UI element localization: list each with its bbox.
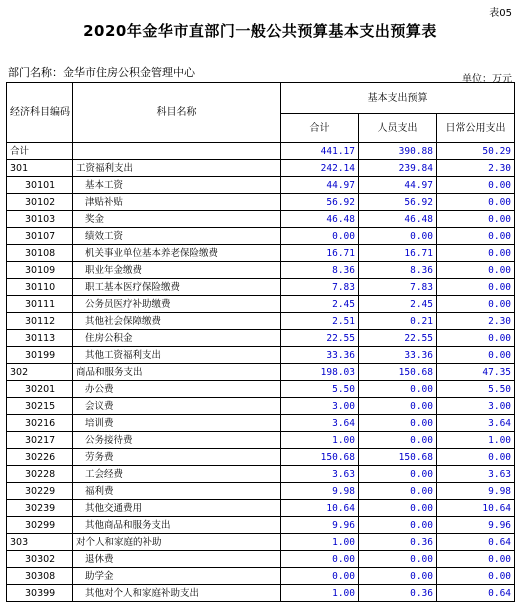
row-personnel: 22.55 <box>359 330 437 347</box>
row-name: 其他对个人和家庭补助支出 <box>73 585 281 602</box>
row-personnel: 7.83 <box>359 279 437 296</box>
budget-table <box>6 82 515 602</box>
row-code: 30108 <box>7 245 73 262</box>
row-total: 0.00 <box>281 551 359 568</box>
row-personnel: 0.00 <box>359 381 437 398</box>
row-daily: 0.64 <box>437 585 515 602</box>
row-personnel: 0.00 <box>359 432 437 449</box>
header-total: 合计 <box>281 114 359 143</box>
row-total: 150.68 <box>281 449 359 466</box>
row-name: 机关事业单位基本养老保险缴费 <box>73 245 281 262</box>
row-personnel: 0.00 <box>359 415 437 432</box>
row-name: 对个人和家庭的补助 <box>73 534 281 551</box>
row-personnel: 0.00 <box>359 517 437 534</box>
row-total: 1.00 <box>281 585 359 602</box>
unit-label: 单位：万元 <box>462 74 512 85</box>
row-total: 22.55 <box>281 330 359 347</box>
header-daily-public: 日常公用支出 <box>437 114 515 143</box>
table-row <box>7 364 515 381</box>
row-daily: 0.00 <box>437 245 515 262</box>
row-personnel: 150.68 <box>359 364 437 381</box>
row-daily: 3.64 <box>437 415 515 432</box>
row-daily: 0.00 <box>437 262 515 279</box>
row-name: 培训费 <box>73 415 281 432</box>
row-personnel: 0.00 <box>359 398 437 415</box>
row-name: 办公费 <box>73 381 281 398</box>
row-name: 津贴补贴 <box>73 194 281 211</box>
row-code: 30216 <box>7 415 73 432</box>
row-daily: 0.00 <box>437 228 515 245</box>
row-personnel: 33.36 <box>359 347 437 364</box>
row-code: 30109 <box>7 262 73 279</box>
row-personnel: 46.48 <box>359 211 437 228</box>
row-name: 职工基本医疗保险缴费 <box>73 279 281 296</box>
table-row <box>7 279 515 296</box>
row-daily: 0.00 <box>437 551 515 568</box>
row-name: 助学金 <box>73 568 281 585</box>
row-total: 3.64 <box>281 415 359 432</box>
row-personnel: 239.84 <box>359 160 437 177</box>
header-economic-code: 经济科目编码 <box>7 83 73 143</box>
row-name: 住房公积金 <box>73 330 281 347</box>
row-code: 30113 <box>7 330 73 347</box>
row-code: 30226 <box>7 449 73 466</box>
row-code: 30229 <box>7 483 73 500</box>
row-personnel: 0.21 <box>359 313 437 330</box>
row-name: 福利费 <box>73 483 281 500</box>
table-row <box>7 551 515 568</box>
row-total: 9.98 <box>281 483 359 500</box>
row-personnel: 0.36 <box>359 585 437 602</box>
row-total: 8.36 <box>281 262 359 279</box>
row-code: 30217 <box>7 432 73 449</box>
row-code: 30302 <box>7 551 73 568</box>
row-personnel: 0.00 <box>359 568 437 585</box>
row-total: 44.97 <box>281 177 359 194</box>
row-total: 1.00 <box>281 432 359 449</box>
table-row <box>7 245 515 262</box>
row-code: 30399 <box>7 585 73 602</box>
row-personnel: 0.00 <box>359 483 437 500</box>
table-row <box>7 415 515 432</box>
row-name: 职业年金缴费 <box>73 262 281 279</box>
department-label: 部门名称： <box>8 66 63 79</box>
row-code: 30102 <box>7 194 73 211</box>
table-row <box>7 568 515 585</box>
table-row <box>7 313 515 330</box>
row-personnel: 44.97 <box>359 177 437 194</box>
row-name: 其他商品和服务支出 <box>73 517 281 534</box>
row-code: 30111 <box>7 296 73 313</box>
row-daily: 0.00 <box>437 211 515 228</box>
header-subject-name: 科目名称 <box>73 83 281 143</box>
row-personnel: 56.92 <box>359 194 437 211</box>
row-daily: 0.00 <box>437 296 515 313</box>
row-name: 其他社会保障缴费 <box>73 313 281 330</box>
table-row <box>7 160 515 177</box>
row-code: 301 <box>7 160 73 177</box>
row-personnel: 0.00 <box>359 500 437 517</box>
row-code: 30201 <box>7 381 73 398</box>
header-personnel: 人员支出 <box>359 114 437 143</box>
row-total: 3.63 <box>281 466 359 483</box>
row-code: 30101 <box>7 177 73 194</box>
table-row <box>7 517 515 534</box>
row-name: 商品和服务支出 <box>73 364 281 381</box>
table-row <box>7 211 515 228</box>
department-name: 金华市住房公积金管理中心 <box>63 66 195 79</box>
row-personnel: 390.88 <box>359 143 437 160</box>
row-personnel: 0.00 <box>359 466 437 483</box>
row-personnel: 8.36 <box>359 262 437 279</box>
table-row <box>7 262 515 279</box>
row-code: 30112 <box>7 313 73 330</box>
row-total: 16.71 <box>281 245 359 262</box>
table-row <box>7 177 515 194</box>
row-code: 30228 <box>7 466 73 483</box>
table-row <box>7 585 515 602</box>
row-daily: 0.00 <box>437 279 515 296</box>
row-name: 绩效工资 <box>73 228 281 245</box>
row-total: 198.03 <box>281 364 359 381</box>
row-code: 30199 <box>7 347 73 364</box>
row-daily: 47.35 <box>437 364 515 381</box>
row-code: 302 <box>7 364 73 381</box>
table-row <box>7 381 515 398</box>
row-code: 30103 <box>7 211 73 228</box>
row-personnel: 0.36 <box>359 534 437 551</box>
row-daily: 2.30 <box>437 160 515 177</box>
row-name: 公务接待费 <box>73 432 281 449</box>
row-total: 0.00 <box>281 228 359 245</box>
table-row <box>7 398 515 415</box>
row-name: 退休费 <box>73 551 281 568</box>
row-personnel: 0.00 <box>359 551 437 568</box>
table-row <box>7 466 515 483</box>
row-name: 其他交通费用 <box>73 500 281 517</box>
row-code: 30308 <box>7 568 73 585</box>
table-row <box>7 483 515 500</box>
row-total: 5.50 <box>281 381 359 398</box>
row-personnel: 2.45 <box>359 296 437 313</box>
row-total: 1.00 <box>281 534 359 551</box>
row-code: 合计 <box>7 143 73 160</box>
row-name: 公务员医疗补助缴费 <box>73 296 281 313</box>
row-daily: 0.00 <box>437 330 515 347</box>
row-total: 33.36 <box>281 347 359 364</box>
row-daily: 0.00 <box>437 449 515 466</box>
row-total: 441.17 <box>281 143 359 160</box>
row-daily: 5.50 <box>437 381 515 398</box>
row-name: 其他工资福利支出 <box>73 347 281 364</box>
table-row <box>7 449 515 466</box>
row-total: 46.48 <box>281 211 359 228</box>
row-daily: 9.98 <box>437 483 515 500</box>
row-daily: 0.00 <box>437 347 515 364</box>
row-personnel: 16.71 <box>359 245 437 262</box>
department-line <box>8 64 195 80</box>
table-row <box>7 534 515 551</box>
row-code: 30110 <box>7 279 73 296</box>
row-daily: 2.30 <box>437 313 515 330</box>
page-title: 2020年金华市直部门一般公共预算基本支出预算表 <box>83 22 437 40</box>
table-row <box>7 228 515 245</box>
row-personnel: 150.68 <box>359 449 437 466</box>
table-row <box>7 143 515 160</box>
row-name <box>73 143 281 160</box>
row-name: 劳务费 <box>73 449 281 466</box>
row-code: 30107 <box>7 228 73 245</box>
row-total: 10.64 <box>281 500 359 517</box>
row-code: 30215 <box>7 398 73 415</box>
row-total: 7.83 <box>281 279 359 296</box>
row-daily: 10.64 <box>437 500 515 517</box>
row-total: 2.45 <box>281 296 359 313</box>
row-daily: 9.96 <box>437 517 515 534</box>
row-daily: 0.64 <box>437 534 515 551</box>
table-row <box>7 347 515 364</box>
row-total: 242.14 <box>281 160 359 177</box>
table-number-tag: 表05 <box>489 8 512 19</box>
table-row <box>7 194 515 211</box>
header-basic-expenditure: 基本支出预算 <box>281 83 515 114</box>
row-name: 会议费 <box>73 398 281 415</box>
row-daily: 1.00 <box>437 432 515 449</box>
row-daily: 3.00 <box>437 398 515 415</box>
row-code: 303 <box>7 534 73 551</box>
row-total: 9.96 <box>281 517 359 534</box>
table-row <box>7 500 515 517</box>
row-code: 30299 <box>7 517 73 534</box>
table-row <box>7 296 515 313</box>
table-row <box>7 432 515 449</box>
row-name: 工会经费 <box>73 466 281 483</box>
row-personnel: 0.00 <box>359 228 437 245</box>
row-name: 奖金 <box>73 211 281 228</box>
row-name: 基本工资 <box>73 177 281 194</box>
row-total: 3.00 <box>281 398 359 415</box>
row-total: 56.92 <box>281 194 359 211</box>
row-code: 30239 <box>7 500 73 517</box>
row-total: 2.51 <box>281 313 359 330</box>
row-daily: 3.63 <box>437 466 515 483</box>
row-daily: 0.00 <box>437 568 515 585</box>
row-name: 工资福利支出 <box>73 160 281 177</box>
table-row <box>7 330 515 347</box>
row-total: 0.00 <box>281 568 359 585</box>
row-daily: 50.29 <box>437 143 515 160</box>
row-daily: 0.00 <box>437 194 515 211</box>
row-daily: 0.00 <box>437 177 515 194</box>
